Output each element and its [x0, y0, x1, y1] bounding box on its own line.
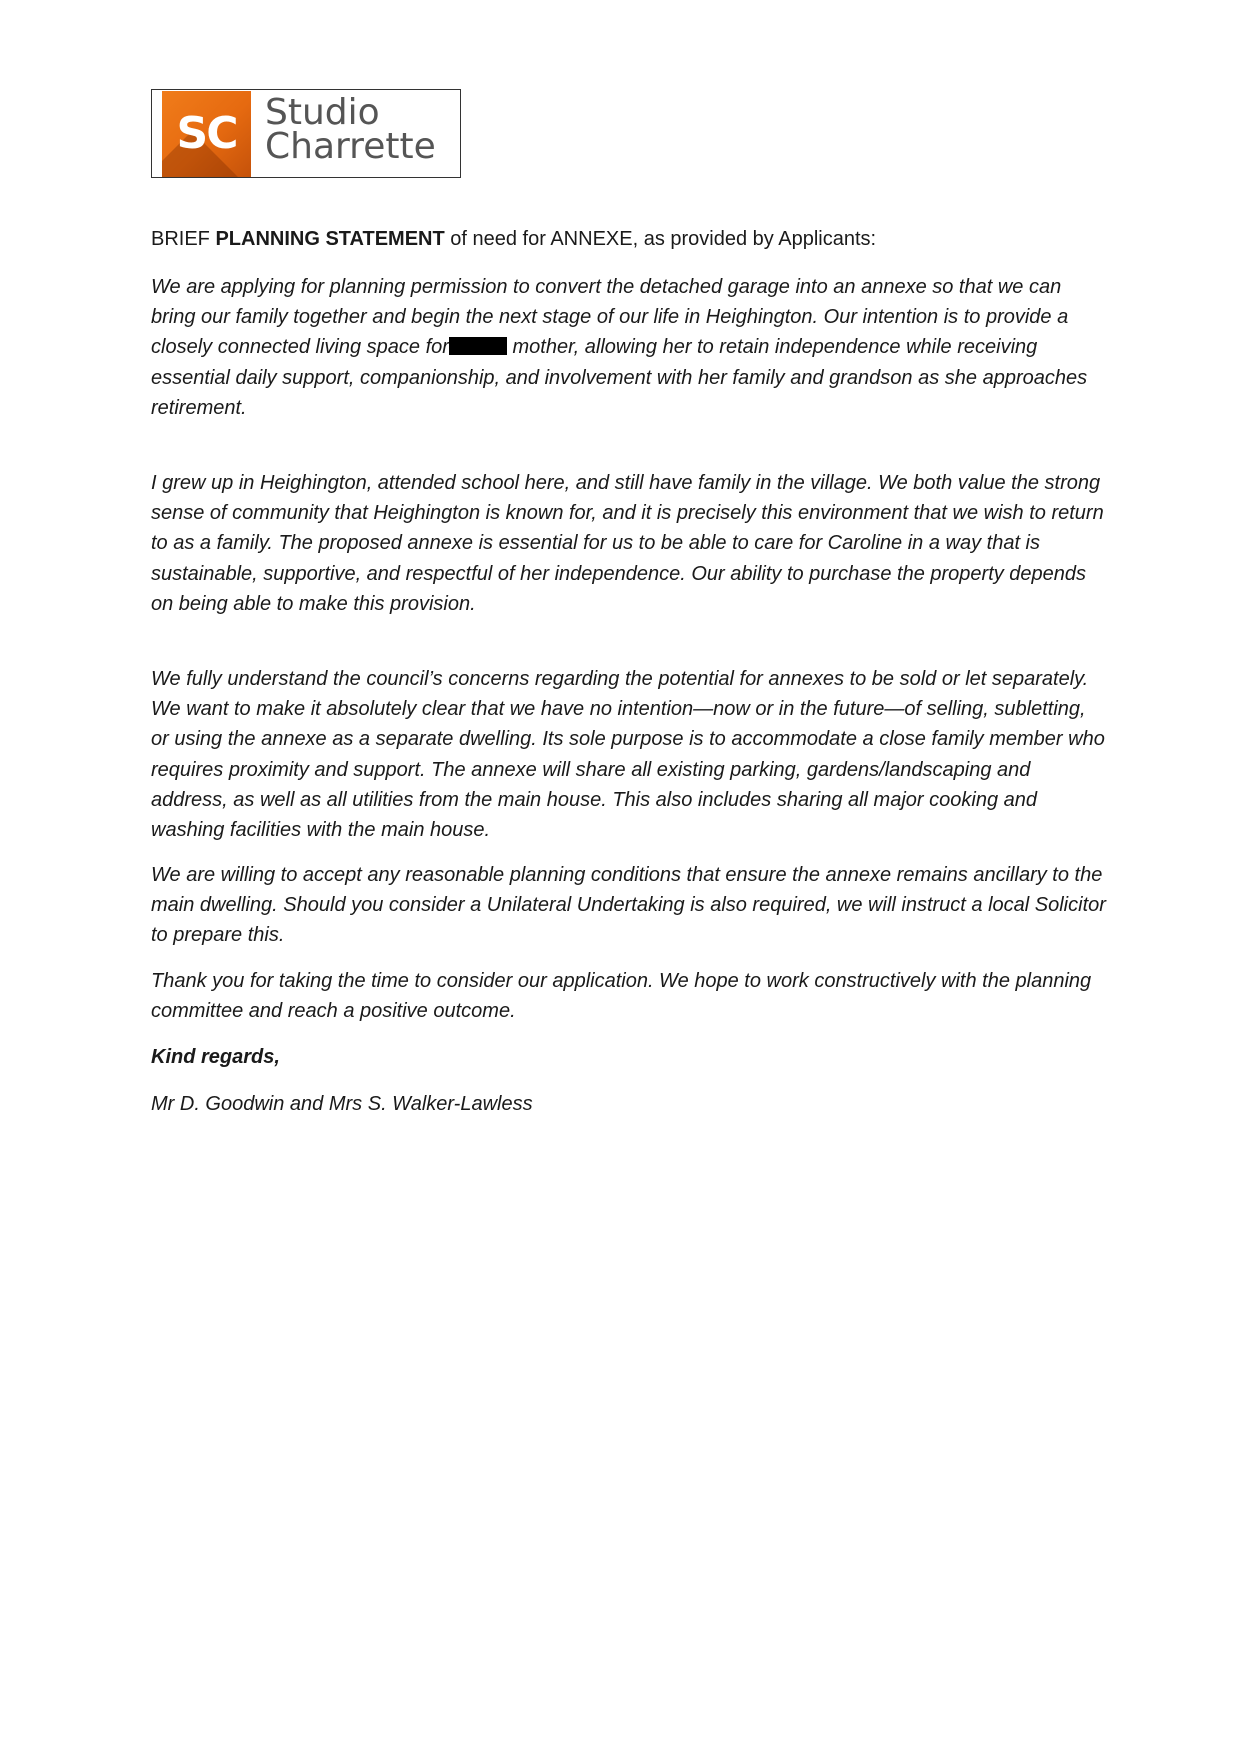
- heading-bold: PLANNING STATEMENT: [215, 228, 445, 250]
- paragraph-5: Thank you for taking the time to consider our application. We hope to work constructively with the planning committee and reach a positive outcome.: [151, 970, 1092, 1023]
- paragraph-1: [151, 272, 1106, 423]
- logo-mark: [162, 91, 251, 177]
- logo-initials: SC: [176, 108, 237, 159]
- studio-charrette-logo: [151, 89, 461, 178]
- heading-suffix: of need for ANNEXE, as provided by Applicants:: [444, 228, 877, 250]
- redaction-box: [449, 337, 507, 355]
- statement-heading: [151, 224, 1106, 254]
- paragraph-4: We are willing to accept any reasonable planning conditions that ensure the annexe remains ancillary to the main dwelling. Should you consider a Unilateral Undertaking is also required, we will instruct a local Solicitor to prepare this.: [151, 864, 1106, 947]
- paragraph-1-after: mother, allowing her to retain independence while receiving essential daily support, companionship, and involvement with her family and grandson as she approaches retirement.: [151, 336, 1088, 419]
- signatories: Mr D. Goodwin and Mrs S. Walker-Lawless: [151, 1093, 533, 1115]
- heading-prefix: BRIEF: [151, 228, 216, 250]
- paragraph-1-before: We are applying for planning permission to convert the detached garage into an annexe so that we can bring our family together and begin the next stage of our life in Heighington. Our intention is to provide a closely connected living space for: [151, 276, 1069, 359]
- paragraph-2: I grew up in Heighington, attended school here, and still have family in the village. We both value the strong sense of community that Heighington is known for, and it is precisely this environment that we wish to return to as a family. The proposed annexe is essential for us to be able to care for Caroline in a way that is sustainable, supportive, and respectful of her independence. Our ability to purchase the property depends on being able to make this provision.: [151, 472, 1104, 615]
- logo-wordmark: [265, 92, 436, 167]
- paragraph-3: We fully understand the council’s concerns regarding the potential for annexes to be sold or let separately. We want to make it absolutely clear that we have no intention—now or in the future—of selling, subletting, or using the annexe as a separate dwelling. Its sole purpose is to accommodate a close family member who requires proximity and support. The annexe will share all existing parking, gardens/landscaping and address, as well as all utilities from the main house. This also includes sharing all major cooking and washing facilities with the main house.: [151, 668, 1105, 842]
- logo-line-2: Charrette: [265, 126, 436, 167]
- closing-regards: Kind regards,: [151, 1046, 280, 1068]
- logo-line-1: Studio: [265, 92, 380, 133]
